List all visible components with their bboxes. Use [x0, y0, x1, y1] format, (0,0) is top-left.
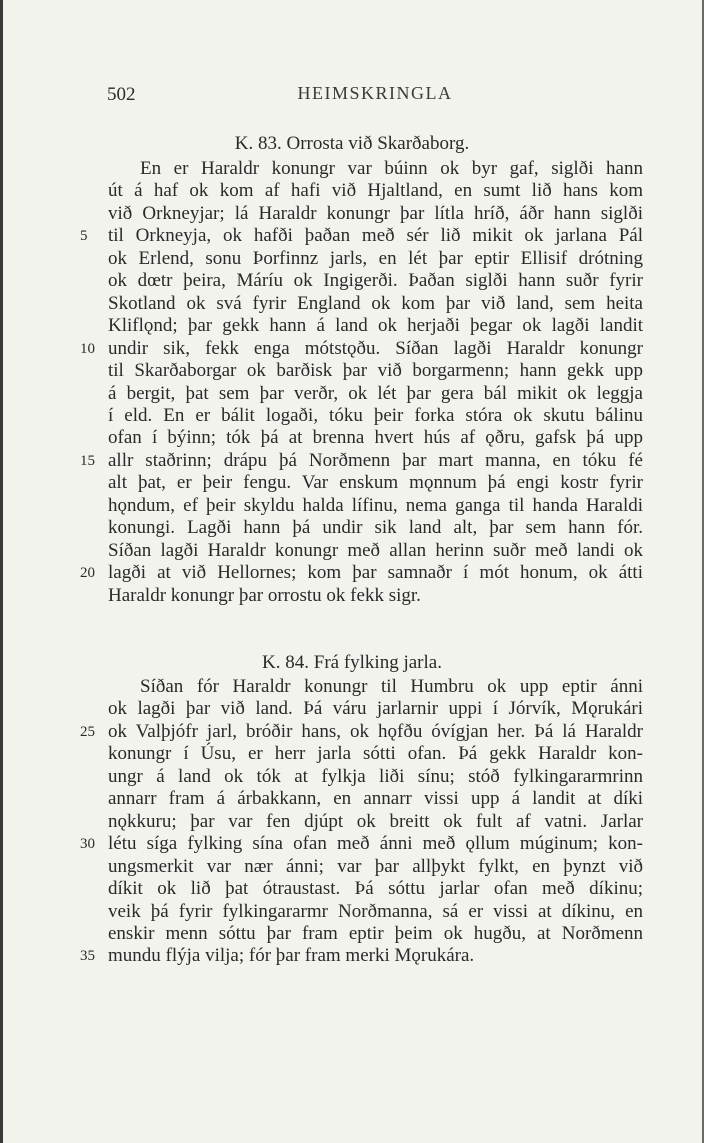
line-number: 20	[80, 565, 95, 582]
text-line: ok Erlend, sonu Þorfinnz jarls, en lét þar eptir Ellisif drótning	[108, 247, 643, 269]
line-number: 5	[80, 228, 88, 245]
text-line: konungr í Úsu, er herr jarla sótti ofan. Þá gekk Haraldr kon-	[108, 743, 643, 765]
text-line: annarr fram á árbakkann, en annarr vissi upp á landit at díki	[108, 788, 643, 810]
text-line: ungsmerkit var nær ánni; var þar allþykt fylkt, en þynzt við	[108, 855, 643, 877]
line-number: 10	[80, 340, 95, 357]
text-line: ok Valþjófr jarl, bróðir hans, ok hǫfðu óvígjan her. Þá lá Haraldr	[108, 720, 643, 742]
text-line: til Orkneyja, ok hafði þaðan með sér lið mikit ok jarlana Pál	[108, 225, 643, 247]
text-line: konungi. Lagði hann þá undir sik land alt, þar sem hann fór.	[108, 517, 643, 539]
running-title: HEIMSKRINGLA	[297, 83, 453, 103]
text-line: hǫndum, ef þeir skyldu halda lífinu, nema ganga til handa Haraldi	[108, 494, 643, 516]
text-line: Síðan fór Haraldr konungr til Humbru ok upp eptir ánni	[140, 676, 643, 697]
text-line: ofan í býinn; tók þá at brenna hvert hús af ǫðru, gafsk þá upp	[108, 427, 643, 449]
text-line: Síðan lagði Haraldr konungr með allan herinn suðr með landi ok	[108, 539, 643, 561]
line-number: 35	[80, 948, 95, 965]
text-line: við Orkneyjar; lá Haraldr konungr þar lítla hríð, áðr hann siglði	[108, 202, 643, 224]
page-edge-left	[0, 0, 3, 1143]
text-line: allr staðrinn; drápu þá Norðmenn þar mart manna, en tóku fé	[108, 449, 643, 471]
line-number: 30	[80, 836, 95, 853]
line-number: 25	[80, 723, 95, 740]
text-line: út á haf ok kom af hafi við Hjaltland, en sumt lið hans kom	[108, 180, 643, 202]
text-line: nǫkkuru; þar var fen djúpt ok breitt ok fult af vatni. Jarlar	[108, 810, 643, 832]
page-number: 502	[107, 84, 136, 105]
text-line: lagði at við Hellornes; kom þar samnaðr í mót honum, ok átti	[108, 562, 643, 584]
chapter-heading: K. 83. Orrosta við Skarðaborg.	[234, 133, 470, 154]
text-line: létu síga fylking sína ofan með ánni með ǫllum múginum; kon-	[108, 833, 643, 855]
chapter-heading: K. 84. Frá fylking jarla.	[262, 652, 442, 673]
text-line: enskir menn sóttu þar fram eptir þeim ok hugðu, at Norðmenn	[108, 922, 643, 944]
text-line: Haraldr konungr þar orrostu ok fekk sigr.	[108, 584, 421, 606]
text-line: díkit ok lið þat ótraustast. Þá sóttu jarlar ofan með díkinu;	[108, 878, 643, 900]
text-line: ungr á land ok tók at fylkja liði sínu; stóð fylkingararmrinn	[108, 765, 643, 787]
text-line: veik þá fyrir fylkingararmr Norðmanna, sá er vissi at díkinu, en	[108, 900, 643, 922]
text-line: alt þat, er þeir fengu. Var enskum mǫnnum þá engi kostr fyrir	[108, 472, 643, 494]
text-line: til Skarðaborgar ok barðisk þar við borgarmenn; hann gekk upp	[108, 360, 643, 382]
text-line: En er Haraldr konungr var búinn ok byr gaf, siglði hann	[140, 158, 643, 179]
text-line: á bergit, þat sem þar verðr, ok lét þar gera bál mikit ok leggja	[108, 382, 643, 404]
text-line: Skotland ok svá fyrir England ok kom þar við land, sem heita	[108, 292, 643, 314]
text-line: Kliflǫnd; þar gekk hann á land ok herjaði þegar ok lagði landit	[108, 315, 643, 337]
text-line: í eld. En er bálit logaði, tóku þeir forka stóra ok skutu bálinu	[108, 404, 643, 426]
line-number: 15	[80, 452, 95, 469]
text-line: ok lagði þar við land. Þá váru jarlarnir uppi í Jórvík, Mǫrukári	[108, 698, 643, 720]
text-line: ok dœtr þeira, Máríu ok Ingigerði. Þaðan siglði hann suðr fyrir	[108, 270, 643, 292]
text-line: undir sik, fekk enga mótstǫðu. Síðan lagði Haraldr konungr	[108, 337, 643, 359]
text-line: mundu flýja vilja; fór þar fram merki Mǫrukára.	[108, 945, 475, 967]
